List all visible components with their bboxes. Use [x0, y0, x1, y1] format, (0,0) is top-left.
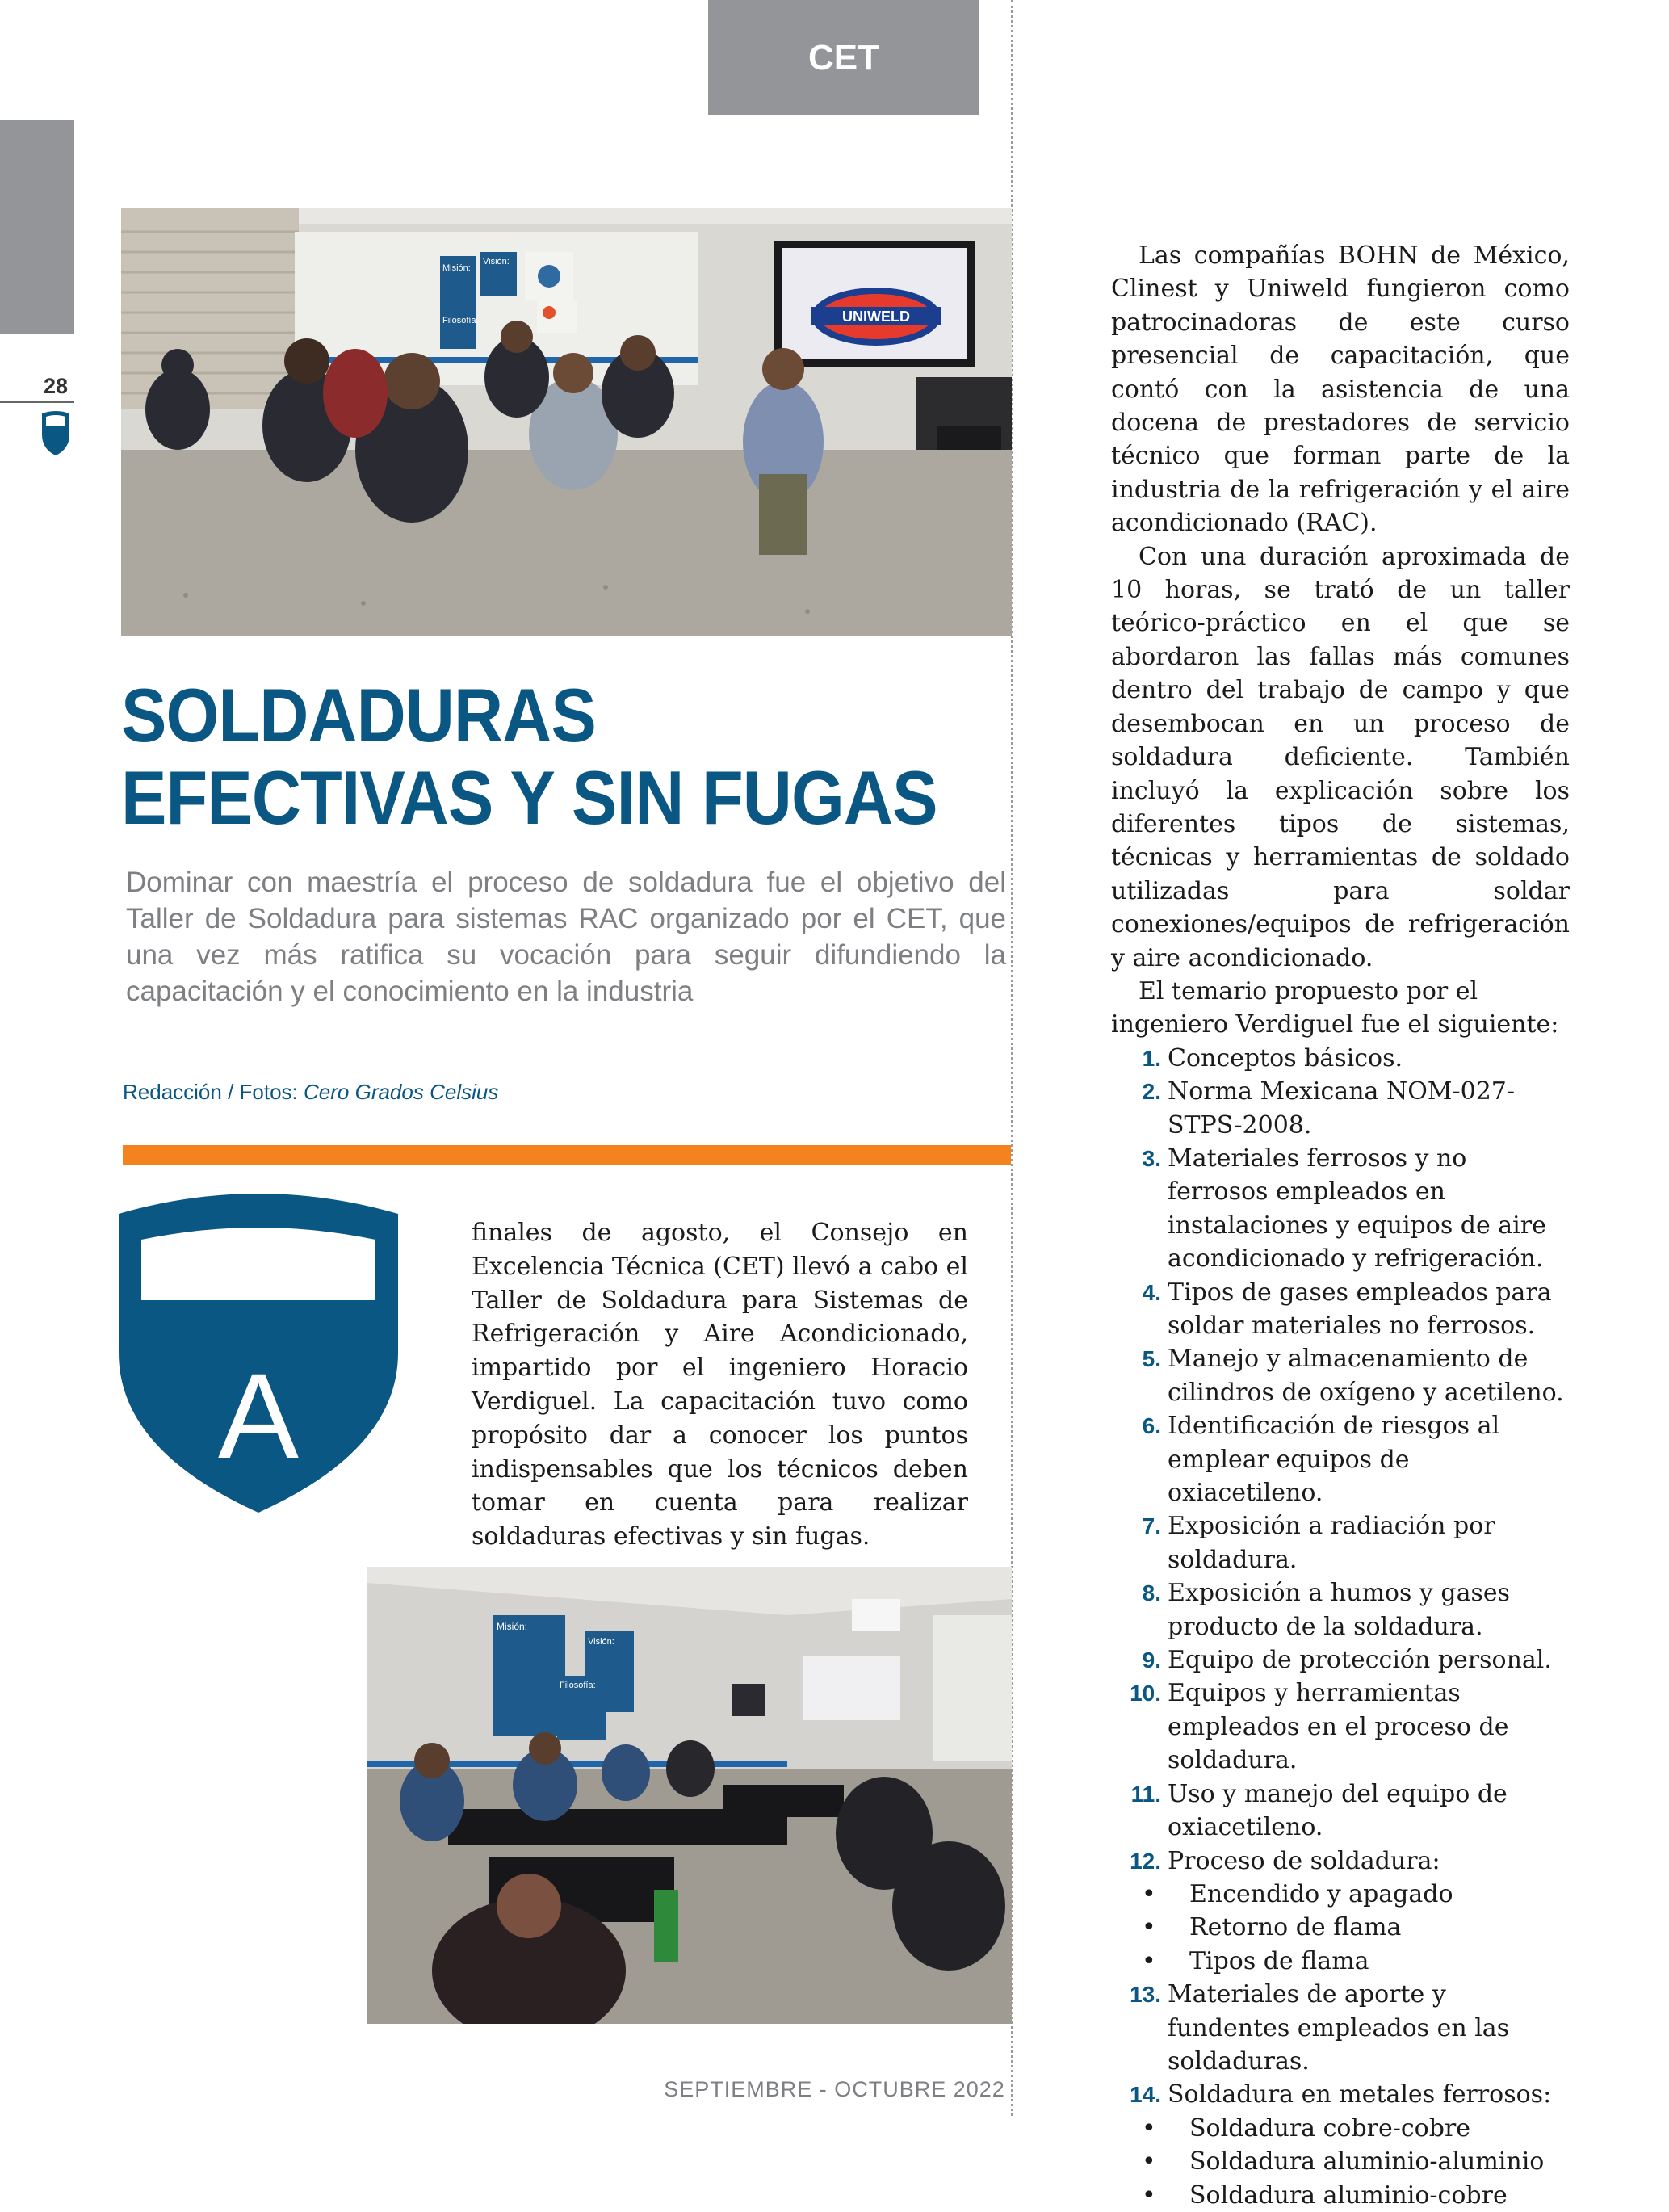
- bullet-text: Encendido y apagado: [1189, 1879, 1453, 1908]
- list-item: [1111, 1409, 1570, 1509]
- wall-sign-3: Filosofía:: [442, 316, 479, 325]
- list-item-number: 13.: [1130, 1982, 1161, 2008]
- right-column: [1111, 239, 1570, 2212]
- headline: [121, 673, 937, 840]
- list-item-text: Tipos de gases empleados para soldar materiales no ferrosos.: [1168, 1278, 1552, 1340]
- section-tab: [708, 0, 979, 115]
- list-item-number: 1.: [1142, 1045, 1161, 1071]
- list-item-number: 3.: [1142, 1145, 1161, 1171]
- bullet-dot: •: [1142, 2181, 1156, 2210]
- list-item: [1111, 1677, 1570, 1777]
- headline-line-2: EFECTIVAS Y SIN FUGAS: [121, 755, 937, 840]
- list-intro: El temario propuesto por el ingeniero Verdiguel fue el siguiente:: [1111, 976, 1559, 1039]
- bullet-text: Soldadura aluminio-aluminio: [1189, 2147, 1545, 2176]
- orange-rule: [123, 1145, 1011, 1165]
- list-item-text: Uso y manejo del equipo de oxiacetileno.: [1168, 1779, 1508, 1842]
- list-item-text: Exposición a radiación por soldadura.: [1168, 1512, 1495, 1574]
- bullet-dot: •: [1142, 1913, 1156, 1942]
- bullet-text: Soldadura aluminio-cobre: [1189, 2181, 1508, 2210]
- bullet-text: Soldadura cobre-cobre: [1189, 2113, 1471, 2143]
- list-item-number: 8.: [1142, 1580, 1161, 1606]
- bullet-list-12: [1111, 1878, 1570, 1978]
- wall-sign-3: Filosofía:: [560, 1681, 596, 1690]
- list-item-text: Manejo y almacenamiento de cilindros de oxígeno y acetileno.: [1168, 1345, 1564, 1407]
- section-tab-label: CET: [808, 37, 879, 78]
- wall-sign-1: Misión:: [497, 1621, 528, 1632]
- wall-sign-2: Visión:: [483, 257, 510, 267]
- headline-line-1: SOLDADURAS: [121, 673, 596, 758]
- list-item-number: 14.: [1130, 2082, 1161, 2108]
- list-item: [1111, 1643, 1570, 1677]
- list-item-number: 10.: [1130, 1681, 1161, 1706]
- bullet-item: [1111, 1878, 1570, 1911]
- list-item: [1111, 1978, 1570, 2078]
- bullet-dot: •: [1142, 2147, 1156, 2176]
- list-item-number: 9.: [1142, 1647, 1161, 1673]
- page-number: 28: [44, 374, 69, 398]
- classroom-photo-2: [367, 1567, 1012, 2024]
- classroom-photo-1: [121, 208, 1012, 636]
- list-item-text: Equipos y herramientas empleados en el proceso de soldadura.: [1168, 1679, 1509, 1775]
- list-item: [1111, 1075, 1570, 1142]
- list-item-number: 2.: [1142, 1079, 1161, 1105]
- list-item: [1111, 1778, 1570, 1845]
- footer-date: SEPTIEMBRE - OCTUBRE 2022: [664, 2077, 1005, 2101]
- bullet-item: [1111, 2179, 1570, 2212]
- bullet-dot: •: [1142, 1946, 1156, 1975]
- list-item-text: Identificación de riesgos al emplear equipos de oxiacetileno.: [1168, 1412, 1500, 1508]
- list-item-text: Proceso de soldadura:: [1168, 1846, 1440, 1875]
- bullet-text: Tipos de flama: [1189, 1946, 1369, 1975]
- credit-line: [123, 1080, 498, 1105]
- list-item: [1111, 1845, 1570, 1878]
- bullet-dot: •: [1142, 2113, 1156, 2143]
- bullet-list-14: [1111, 2112, 1570, 2212]
- list-item-number: 7.: [1142, 1513, 1161, 1539]
- bullet-item: [1111, 1945, 1570, 1978]
- intro-paragraph: finales de agosto, el Consejo en Excelencia Técnica (CET) llevó a cabo el Taller de Soldadura para Sistemas de Refrigeración y Aire Acondicionado, impartido por el ingeniero Horacio Verdiguel. La capacitación tuvo como propósito dar a conocer los puntos indispensables que los técnicos deben tomar en cuenta para realizar soldaduras efectivas y sin fugas.: [472, 1219, 968, 1551]
- slide-brand: UNIWELD: [842, 309, 910, 325]
- list-item-number: 5.: [1142, 1346, 1161, 1372]
- list-item-text: Materiales ferrosos y no ferrosos empleados en instalaciones y equipos de aire acondicionado y refrigeración.: [1168, 1144, 1546, 1274]
- bullet-item: [1111, 2145, 1570, 2178]
- deck-subtitle: Dominar con maestría el proceso de soldadura fue el objetivo del Taller de Soldadura para sistemas RAC organizado por el CET, que una vez más ratifica su vocación para seguir difundiendo la capacitación y el conocimiento en la industria: [126, 867, 1006, 1007]
- drop-cap-letter: A: [217, 1348, 300, 1484]
- shield-icon: [40, 410, 71, 457]
- list-item-number: 6.: [1142, 1413, 1161, 1439]
- wall-sign-2: Visión:: [588, 1637, 614, 1647]
- bullet-item: [1111, 2112, 1570, 2145]
- wall-sign-1: Misión:: [442, 263, 471, 273]
- paragraph: Con una duración aproximada de 10 horas, se trató de un taller teórico-práctico en el que se abordaron las fallas más comunes dentro del trabajo de campo y que desembocan en un proceso de soldadura deficiente. También incluyó la explicación sobre los diferentes tipos de sistemas, técnicas y herramientas de soldado utilizadas para soldar conexiones/equipos de refrigeración y aire acondicionado.: [1111, 542, 1570, 972]
- list-item-number: 12.: [1130, 1848, 1161, 1874]
- list-item-number: 4.: [1142, 1279, 1161, 1305]
- list-item: [1111, 1142, 1570, 1276]
- list-item: [1111, 1042, 1570, 1075]
- credit-author: Cero Grados Celsius: [304, 1080, 499, 1104]
- list-item: [1111, 1509, 1570, 1576]
- topic-list: [1111, 1042, 1570, 1878]
- list-item: [1111, 1276, 1570, 1343]
- list-item: [1111, 1342, 1570, 1409]
- list-item-text: Equipo de protección personal.: [1168, 1646, 1552, 1675]
- bullet-item: [1111, 1911, 1570, 1944]
- paragraph: Las compañías BOHN de México, Clinest y Uniweld fungieron como patrocinadoras de este curso presencial de capacitación, que contó con la asistencia de una docena de prestadores de servicio técnico que forman parte de la industria de la refrigeración y el aire acondicionado (RAC).: [1111, 241, 1570, 538]
- bullet-dot: •: [1142, 1879, 1156, 1908]
- list-item-text: Conceptos básicos.: [1168, 1043, 1403, 1072]
- credit-label: Redacción / Fotos:: [123, 1080, 298, 1104]
- list-item: [1111, 1576, 1570, 1643]
- list-item-text: Exposición a humos y gases producto de la soldadura.: [1168, 1579, 1511, 1641]
- side-bar: [0, 120, 74, 334]
- bullet-text: Retorno de flama: [1189, 1913, 1402, 1942]
- page-number-rule: [0, 401, 74, 403]
- list-item-text: Soldadura en metales ferrosos:: [1168, 2080, 1552, 2109]
- list-item-text: Materiales de aporte y fundentes empleados en las soldaduras.: [1168, 1980, 1510, 2076]
- list-item-text: Norma Mexicana NOM-027-STPS-2008.: [1168, 1077, 1516, 1140]
- list-item-number: 11.: [1130, 1781, 1161, 1807]
- drop-cap-shield-icon: [117, 1191, 400, 1514]
